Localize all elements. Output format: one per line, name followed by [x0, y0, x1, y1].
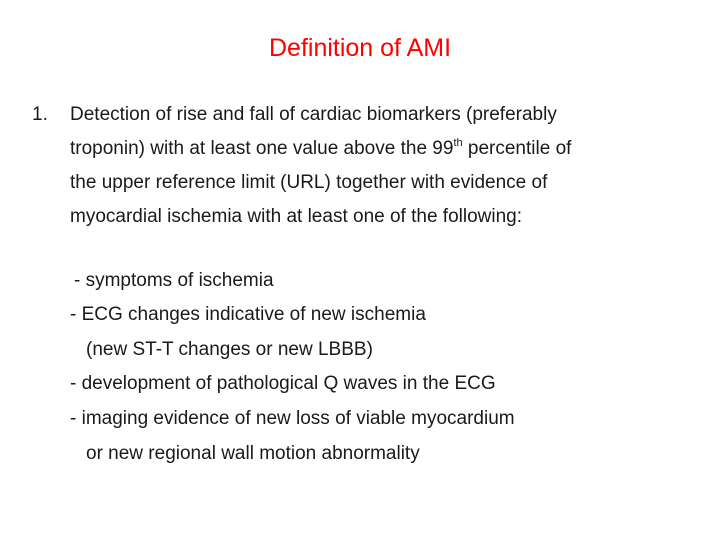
slide-title: Definition of AMI	[268, 34, 452, 62]
item-line-1: Detection of rise and fall of cardiac biomarkers (preferably	[70, 104, 557, 125]
superscript-th: th	[453, 137, 463, 149]
list-item-text	[70, 98, 690, 234]
criterion-ecg-changes: - ECG changes indicative of new ischemia	[70, 304, 426, 325]
item-line-2	[70, 132, 690, 166]
criterion-symptoms: - symptoms of ischemia	[74, 270, 274, 291]
item-line-2-end: percentile of	[462, 138, 572, 159]
item-line-3: the upper reference limit (URL) together with evidence of	[70, 172, 548, 193]
criterion-q-waves: - development of pathological Q waves in the ECG	[70, 373, 496, 394]
criterion-imaging: - imaging evidence of new loss of viable myocardium	[70, 408, 515, 429]
criterion-ecg-detail: (new ST-T changes or new LBBB)	[86, 339, 373, 360]
list-number: 1.	[32, 104, 48, 125]
item-line-2-start: troponin) with at least one value above the 99	[70, 138, 454, 159]
criterion-imaging-detail: or new regional wall motion abnormality	[86, 443, 420, 464]
item-line-4: myocardial ischemia with at least one of the following:	[70, 206, 523, 227]
